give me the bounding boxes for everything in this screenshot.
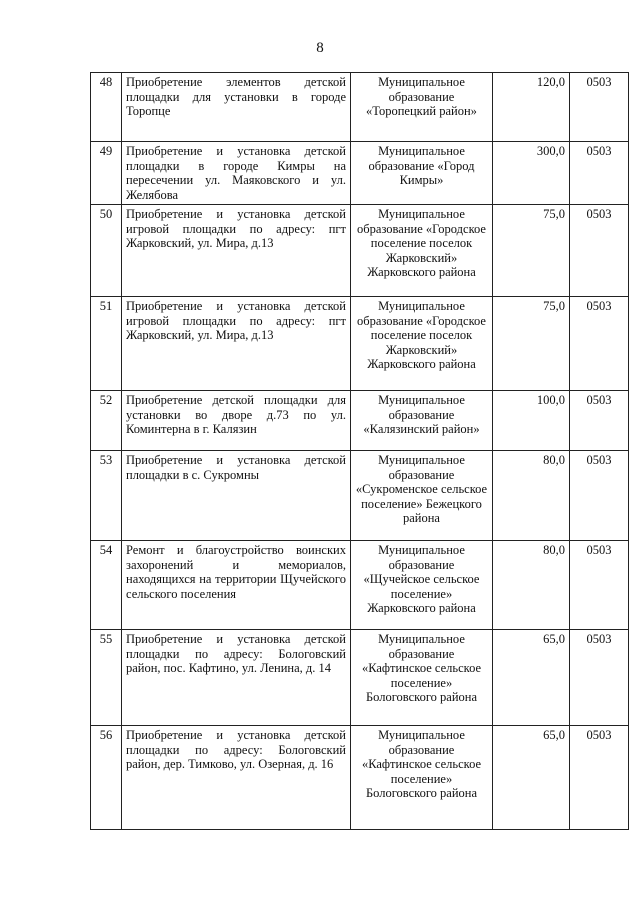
row-amount: 65,0 xyxy=(493,726,570,830)
row-description: Приобретение и установка детской площадки в городе Кимры на пересечении ул. Маяковского и ул. Желябова xyxy=(122,142,351,205)
row-description: Приобретение элементов детской площадки для установки в городе Торопце xyxy=(122,73,351,142)
row-recipient: Муниципальное образование «Городское поселение поселок Жарковский» Жарковского района xyxy=(351,205,493,297)
table-row xyxy=(91,541,629,630)
row-number: 49 xyxy=(91,142,122,205)
row-code: 0503 xyxy=(570,451,629,541)
row-description: Приобретение и установка детской площадки по адресу: Бологовский район, дер. Тимково, ул. Озерная, д. 16 xyxy=(122,726,351,830)
row-number: 51 xyxy=(91,297,122,391)
table-row xyxy=(91,142,629,205)
row-amount: 100,0 xyxy=(493,391,570,451)
row-recipient: Муниципальное образование «Кафтинское сельское поселение» Бологовского района xyxy=(351,630,493,726)
row-recipient: Муниципальное образование «Щучейское сельское поселение» Жарковского района xyxy=(351,541,493,630)
row-amount: 300,0 xyxy=(493,142,570,205)
row-amount: 80,0 xyxy=(493,541,570,630)
row-recipient: Муниципальное образование «Торопецкий район» xyxy=(351,73,493,142)
table-row xyxy=(91,73,629,142)
row-recipient: Муниципальное образование «Калязинский район» xyxy=(351,391,493,451)
row-description: Приобретение и установка детской игровой площадки по адресу: пгт Жарковский, ул. Мира, д.13 xyxy=(122,297,351,391)
table-row xyxy=(91,451,629,541)
row-code: 0503 xyxy=(570,297,629,391)
row-amount: 75,0 xyxy=(493,205,570,297)
row-number: 50 xyxy=(91,205,122,297)
table-row xyxy=(91,205,629,297)
table-row xyxy=(91,726,629,830)
row-code: 0503 xyxy=(570,391,629,451)
row-number: 53 xyxy=(91,451,122,541)
row-description: Приобретение детской площадки для установки во дворе д.73 по ул. Коминтерна в г. Калязин xyxy=(122,391,351,451)
row-number: 55 xyxy=(91,630,122,726)
row-amount: 65,0 xyxy=(493,630,570,726)
row-number: 54 xyxy=(91,541,122,630)
row-amount: 120,0 xyxy=(493,73,570,142)
page-number: 8 xyxy=(316,40,324,56)
table-row xyxy=(91,630,629,726)
row-number: 52 xyxy=(91,391,122,451)
row-description: Приобретение и установка детской площадки по адресу: Бологовский район, пос. Кафтино, ул. Ленина, д. 14 xyxy=(122,630,351,726)
row-number: 56 xyxy=(91,726,122,830)
table-row xyxy=(91,297,629,391)
row-code: 0503 xyxy=(570,541,629,630)
row-amount: 75,0 xyxy=(493,297,570,391)
row-recipient: Муниципальное образование «Городское поселение поселок Жарковский» Жарковского района xyxy=(351,297,493,391)
row-code: 0503 xyxy=(570,73,629,142)
row-description: Приобретение и установка детской игровой площадки по адресу: пгт Жарковский, ул. Мира, д.13 xyxy=(122,205,351,297)
funding-table xyxy=(90,72,629,830)
row-code: 0503 xyxy=(570,630,629,726)
row-code: 0503 xyxy=(570,726,629,830)
row-recipient: Муниципальное образование «Город Кимры» xyxy=(351,142,493,205)
row-recipient: Муниципальное образование «Сукроменское сельское поселение» Бежецкого района xyxy=(351,451,493,541)
row-code: 0503 xyxy=(570,142,629,205)
row-code: 0503 xyxy=(570,205,629,297)
row-amount: 80,0 xyxy=(493,451,570,541)
row-description: Приобретение и установка детской площадки в с. Сукромны xyxy=(122,451,351,541)
row-recipient: Муниципальное образование «Кафтинское сельское поселение» Бологовского района xyxy=(351,726,493,830)
row-description: Ремонт и благоустройство воинских захоронений и мемориалов, находящихся на территории Щучейского сельского поселения xyxy=(122,541,351,630)
table-row xyxy=(91,391,629,451)
row-number: 48 xyxy=(91,73,122,142)
